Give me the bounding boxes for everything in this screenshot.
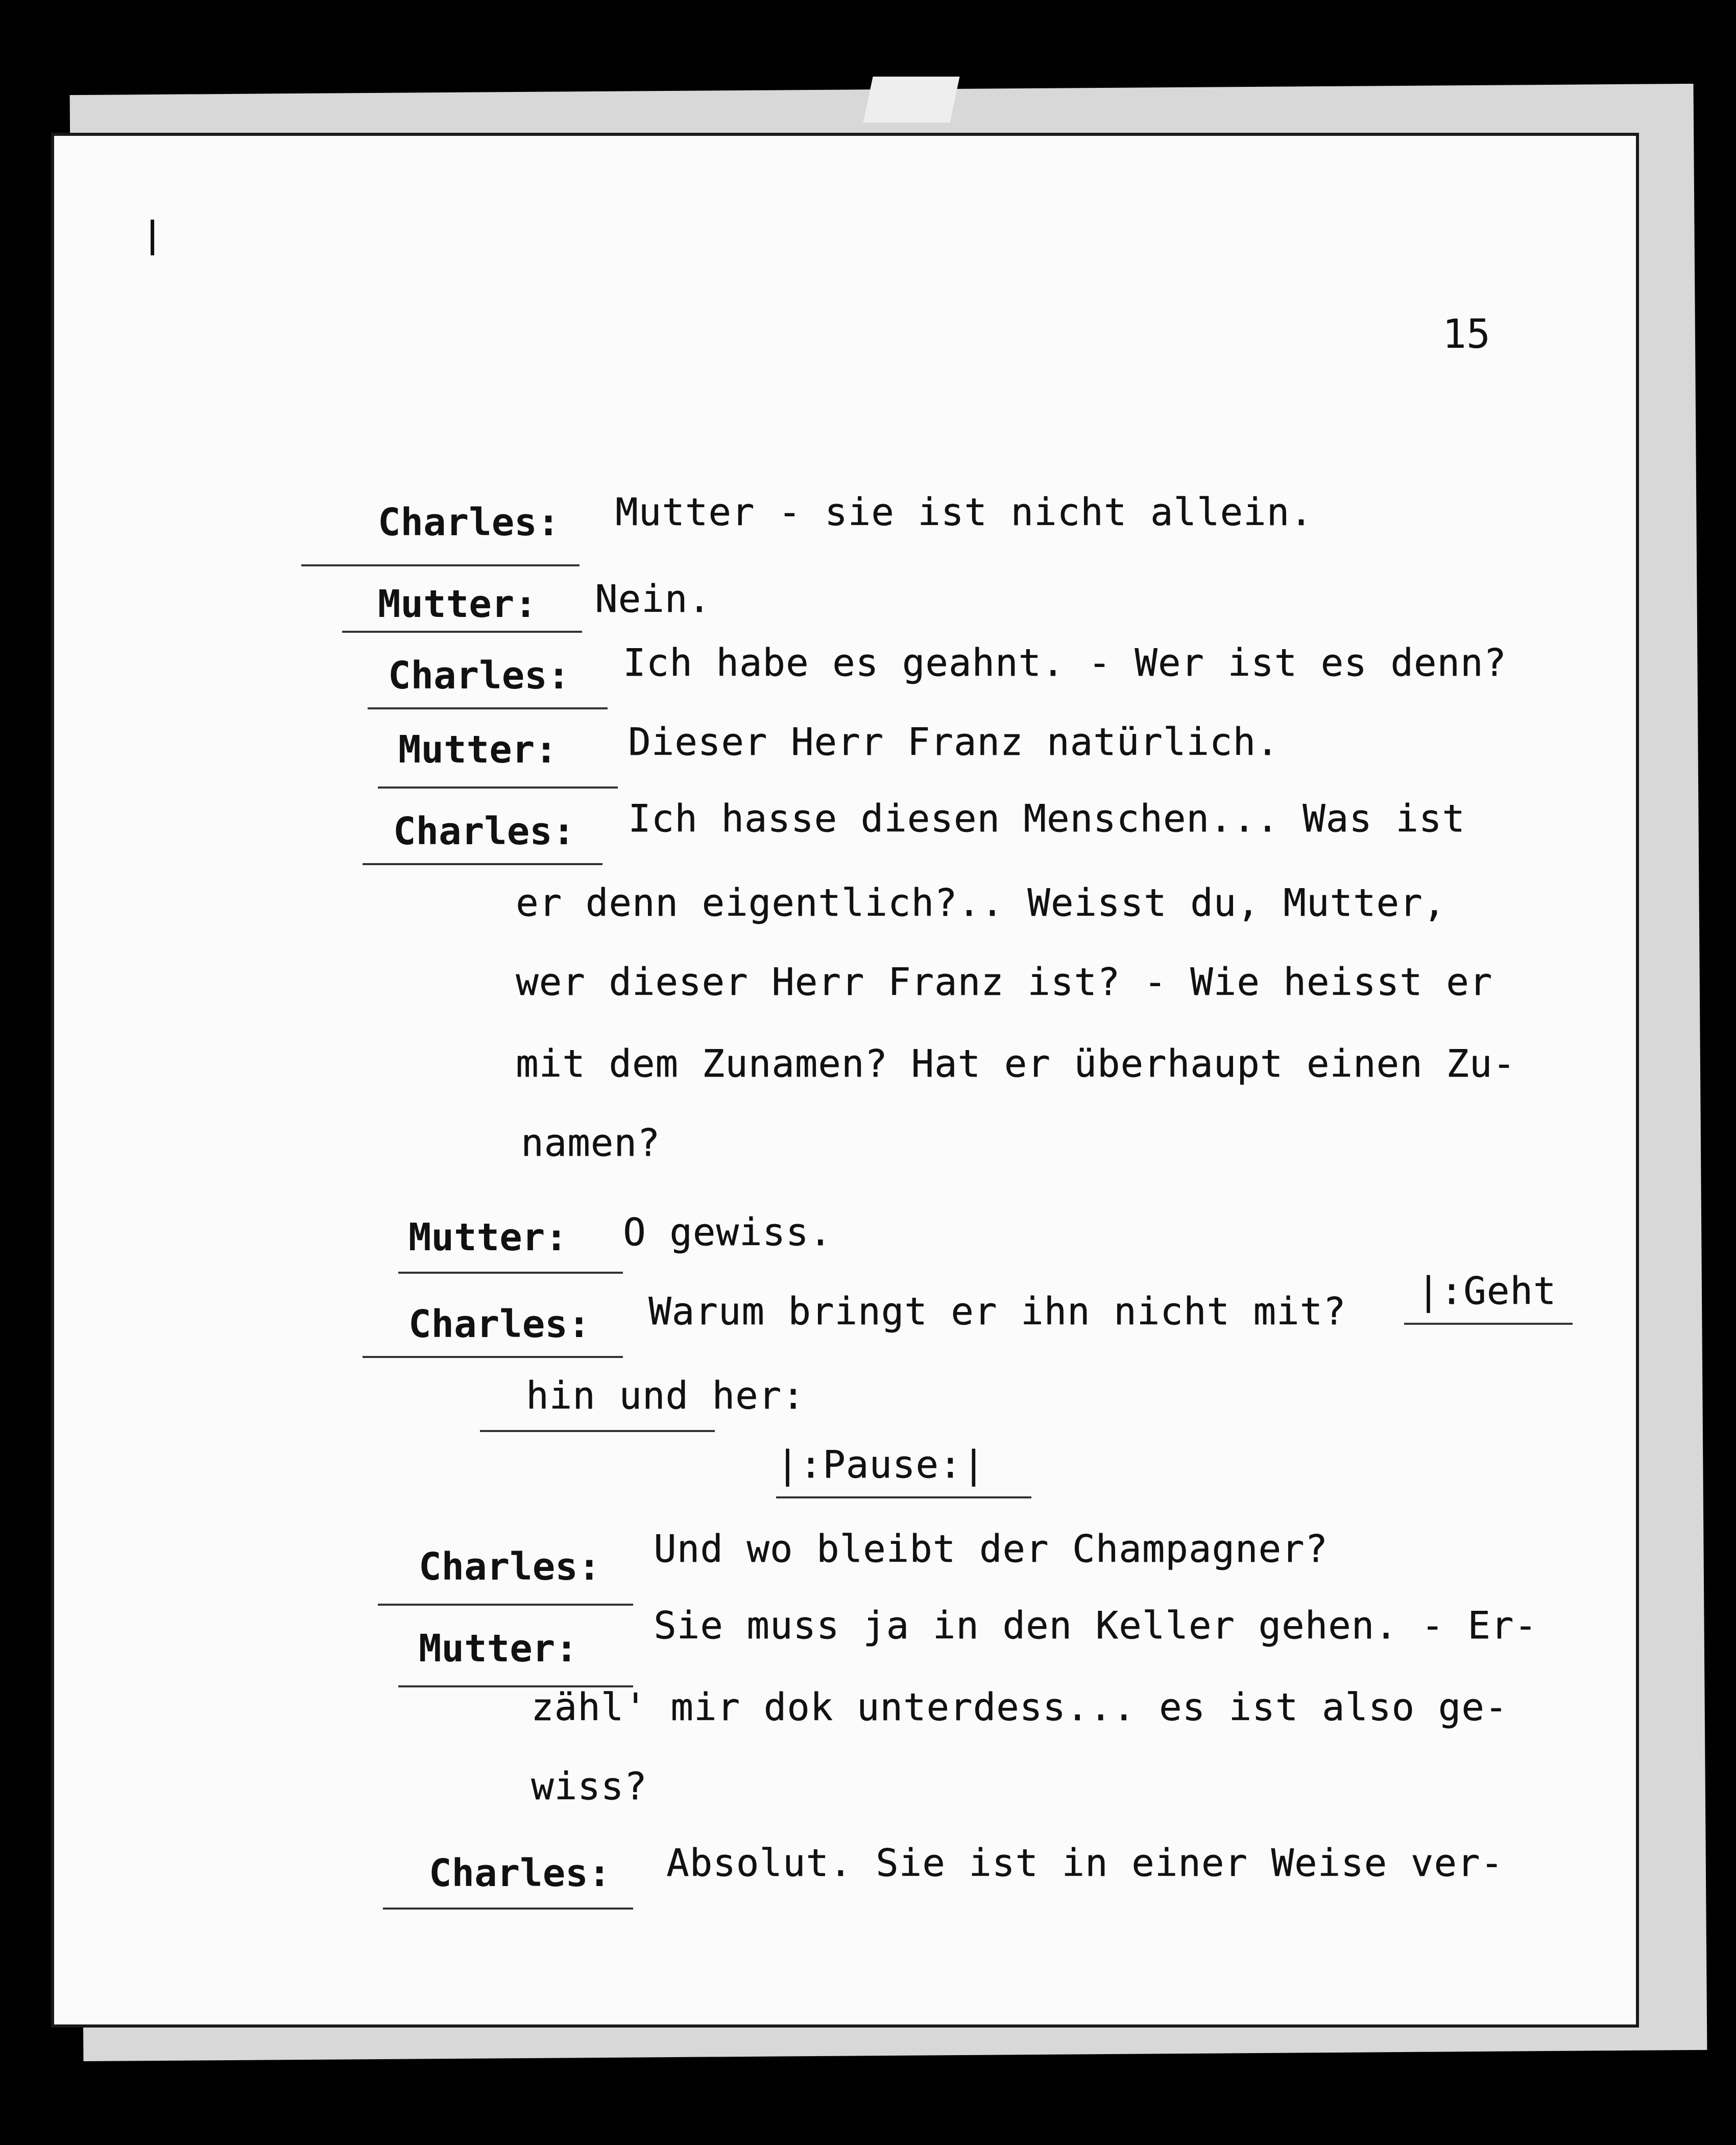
stage-direction-underline xyxy=(776,1496,1031,1498)
stage-direction-continued: hin und her: xyxy=(526,1374,805,1418)
speaker-underline xyxy=(363,863,602,865)
speaker-underline xyxy=(378,1604,633,1606)
speaker-label: Charles: xyxy=(408,1302,591,1346)
page-number: 15 xyxy=(1442,312,1490,358)
speaker-label: Mutter: xyxy=(398,728,558,772)
dialogue-line: er denn eigentlich?.. Weisst du, Mutter, xyxy=(516,881,1446,925)
stage-direction-underline xyxy=(480,1430,715,1432)
dialogue-line: Ich hasse diesen Menschen... Was ist xyxy=(628,797,1465,841)
dialogue-line: mit dem Zunamen? Hat er überhaupt einen Zu- xyxy=(516,1042,1516,1086)
dialogue-line: O gewiss. xyxy=(623,1210,832,1254)
speaker-label: Mutter: xyxy=(408,1216,568,1259)
speaker-label: Charles: xyxy=(378,500,560,544)
stage-direction: |:Geht xyxy=(1417,1269,1557,1313)
speaker-label: Charles: xyxy=(393,809,575,853)
speaker-underline xyxy=(378,786,618,789)
margin-mark xyxy=(151,220,154,255)
dialogue-line: Mutter - sie ist nicht allein. xyxy=(615,490,1313,534)
speaker-label: Charles: xyxy=(388,654,570,698)
dialogue-line: namen? xyxy=(521,1121,661,1165)
typescript-page xyxy=(51,133,1639,2028)
speaker-underline xyxy=(363,1356,623,1358)
page-tab-edge xyxy=(863,77,959,123)
dialogue-line: Und wo bleibt der Champagner? xyxy=(654,1527,1329,1571)
dialogue-line: Dieser Herr Franz natürlich. xyxy=(628,720,1280,764)
dialogue-line: zähl' mir dok unterdess... es ist also ge- xyxy=(531,1685,1508,1729)
dialogue-line: wiss? xyxy=(531,1765,647,1808)
dialogue-line: Absolut. Sie ist in einer Weise ver- xyxy=(666,1841,1504,1885)
speaker-label: Charles: xyxy=(429,1851,611,1895)
speaker-label: Mutter: xyxy=(378,582,537,626)
speaker-underline xyxy=(383,1908,633,1910)
speaker-underline xyxy=(301,564,580,566)
dialogue-line: Warum bringt er ihn nicht mit? xyxy=(648,1290,1346,1333)
stage-direction: |:Pause:| xyxy=(776,1443,985,1487)
speaker-underline xyxy=(342,631,582,633)
speaker-label: Charles: xyxy=(419,1545,601,1589)
dialogue-line: Sie muss ja in den Keller gehen. - Er- xyxy=(654,1604,1537,1648)
speaker-label: Mutter: xyxy=(419,1627,578,1671)
dialogue-line: wer dieser Herr Franz ist? - Wie heisst er xyxy=(516,960,1493,1004)
dialogue-line: Nein. xyxy=(595,577,711,621)
dialogue-line: Ich habe es geahnt. - Wer ist es denn? xyxy=(623,641,1507,685)
speaker-underline xyxy=(398,1272,623,1274)
stage-direction-underline xyxy=(1404,1323,1573,1325)
speaker-underline xyxy=(368,707,608,709)
